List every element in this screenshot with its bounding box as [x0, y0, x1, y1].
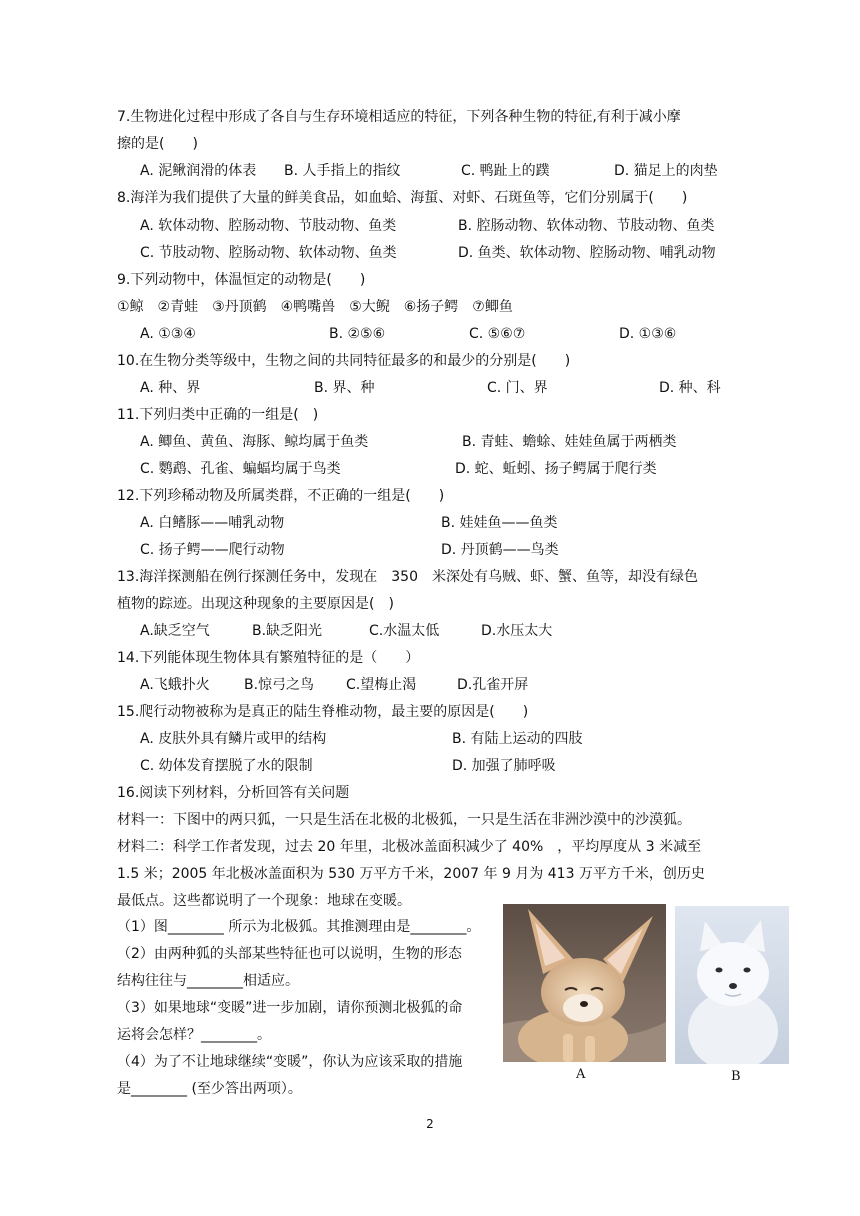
- q12-option-d: D. 丹顶鹤——鸟类: [441, 542, 559, 558]
- q10-stem: 10.在生物分类等级中，生物之间的共同特征最多的和最少的分别是( ): [117, 353, 571, 369]
- q16-sub-question-4-line2: 是________ (至少答出两项）。: [117, 1081, 302, 1097]
- q16-sub-question-3-line2: 运将会怎样？________。: [117, 1027, 271, 1043]
- desert-fox-illustration: [503, 904, 666, 1062]
- page-number: 2: [426, 1117, 434, 1131]
- q16-sub-question-2-line2: 结构往往与________相适应。: [117, 973, 299, 989]
- q12-option-a: A. 白鳍豚——哺乳动物: [140, 515, 285, 531]
- q10-option-a: A. 种、界: [140, 380, 201, 396]
- q13-option-b: B.缺乏阳光: [252, 623, 323, 639]
- q11-option-b: B. 青蛙、蟾蜍、娃娃鱼属于两栖类: [462, 434, 677, 450]
- q16-material-two-line2: 1.5 米；2005 年北极冰盖面积为 530 万平方千米，2007 年 9 月为 413 万平方千米，创历史: [117, 866, 705, 882]
- photo-caption-b: B: [731, 1069, 741, 1084]
- arctic-fox-photo: [675, 906, 789, 1064]
- q9-option-d: D. ①③⑥: [619, 326, 677, 342]
- q16-sub-question-1: （1）图________ 所示为北极狐。其推测理由是________。: [117, 919, 481, 935]
- q11-stem: 11.下列归类中正确的一组是( ): [117, 407, 319, 423]
- q13-option-a: A.缺乏空气: [140, 623, 210, 639]
- q9-stem: 9.下列动物中，体温恒定的动物是( ): [117, 272, 366, 288]
- q8-option-a: A. 软体动物、腔肠动物、节肢动物、鱼类: [140, 218, 397, 234]
- q9-option-a: A. ①③④: [140, 326, 196, 342]
- q14-stem: 14.下列能体现生物体具有繁殖特征的是（ ）: [117, 650, 420, 666]
- q15-stem: 15.爬行动物被称为是真正的陆生脊椎动物，最主要的原因是( ): [117, 704, 529, 720]
- q15-option-d: D. 加强了肺呼吸: [452, 758, 556, 774]
- q12-option-c: C. 扬子鳄——爬行动物: [140, 542, 285, 558]
- q8-stem: 8.海洋为我们提供了大量的鲜美食品，如血蛤、海蜇、对虾、石斑鱼等，它们分别属于( ): [117, 190, 688, 206]
- q15-option-c: C. 幼体发育摆脱了水的限制: [140, 758, 313, 774]
- q13-stem-line2: 植物的踪迹。出现这种现象的主要原因是( ): [117, 596, 394, 612]
- q8-option-c: C. 节肢动物、腔肠动物、软体动物、鱼类: [140, 245, 397, 261]
- q16-material-two-line1: 材料二：科学工作者发现，过去 20 年里，北极冰盖面积减少了 40% ，平均厚度从 3 米减至: [117, 839, 702, 855]
- q14-option-a: A.飞蛾扑火: [140, 677, 210, 693]
- q14-option-d: D.孔雀开屏: [457, 677, 529, 693]
- photo-caption-a: A: [576, 1067, 586, 1082]
- q16-sub-question-2-line1: （2）由两种狐的头部某些特征也可以说明，生物的形态: [117, 946, 462, 962]
- q16-sub-question-4-line1: （4）为了不让地球继续“变暖”，你认为应该采取的措施: [117, 1054, 463, 1070]
- q7-stem-line2: 擦的是( ): [117, 136, 198, 152]
- q7-option-d: D. 猫足上的肉垫: [614, 163, 718, 179]
- q13-stem-line1: 13.海洋探测船在例行探测任务中，发现在 350 米深处有乌贼、虾、蟹、鱼等，却没有绿色: [117, 569, 698, 585]
- arctic-fox-illustration: [675, 906, 789, 1064]
- q10-option-d: D. 种、科: [659, 380, 721, 396]
- q14-option-c: C.望梅止渴: [346, 677, 417, 693]
- q9-animal-list: ①鲸 ②青蛙 ③丹顶鹤 ④鸭嘴兽 ⑤大鲵 ⑥扬子鳄 ⑦鲫鱼: [117, 299, 513, 315]
- q16-sub-question-3-line1: （3）如果地球“变暖”进一步加剧，请你预测北极狐的命: [117, 1000, 463, 1016]
- q9-option-c: C. ⑤⑥⑦: [469, 326, 526, 342]
- q10-option-b: B. 界、种: [314, 380, 375, 396]
- q12-stem: 12.下列珍稀动物及所属类群，不正确的一组是( ): [117, 488, 445, 504]
- q9-option-b: B. ②⑤⑥: [329, 326, 386, 342]
- q14-option-b: B.惊弓之鸟: [244, 677, 315, 693]
- q7-option-a: A. 泥鳅润滑的体表: [140, 163, 257, 179]
- q13-option-d: D.水压太大: [481, 623, 553, 639]
- q13-option-c: C.水温太低: [369, 623, 440, 639]
- q7-option-c: C. 鸭趾上的蹼: [461, 163, 550, 179]
- q7-option-b: B. 人手指上的指纹: [284, 163, 401, 179]
- q16-stem: 16.阅读下列材料，分析回答有关问题: [117, 785, 350, 801]
- q11-option-a: A. 鲫鱼、黄鱼、海豚、鲸均属于鱼类: [140, 434, 369, 450]
- q11-option-c: C. 鹦鹉、孔雀、蝙蝠均属于鸟类: [140, 461, 341, 477]
- q16-material-one: 材料一：下图中的两只狐，一只是生活在北极的北极狐，一只是生活在非洲沙漠中的沙漠狐。: [117, 812, 691, 828]
- q11-option-d: D. 蛇、蚯蚓、扬子鳄属于爬行类: [455, 461, 657, 477]
- q8-option-d: D. 鱼类、软体动物、腔肠动物、哺乳动物: [458, 245, 716, 261]
- q16-material-two-line3: 最低点。这些都说明了一个现象：地球在变暖。: [117, 893, 411, 909]
- q15-option-a: A. 皮肤外具有鳞片或甲的结构: [140, 731, 327, 747]
- q15-option-b: B. 有陆上运动的四肢: [452, 731, 583, 747]
- q7-stem-line1: 7.生物进化过程中形成了各自与生存环境相适应的特征，下列各种生物的特征,有利于减小摩: [117, 109, 681, 125]
- q12-option-b: B. 娃娃鱼——鱼类: [441, 515, 558, 531]
- q8-option-b: B. 腔肠动物、软体动物、节肢动物、鱼类: [458, 218, 715, 234]
- q10-option-c: C. 门、界: [487, 380, 548, 396]
- desert-fox-photo: [503, 904, 666, 1062]
